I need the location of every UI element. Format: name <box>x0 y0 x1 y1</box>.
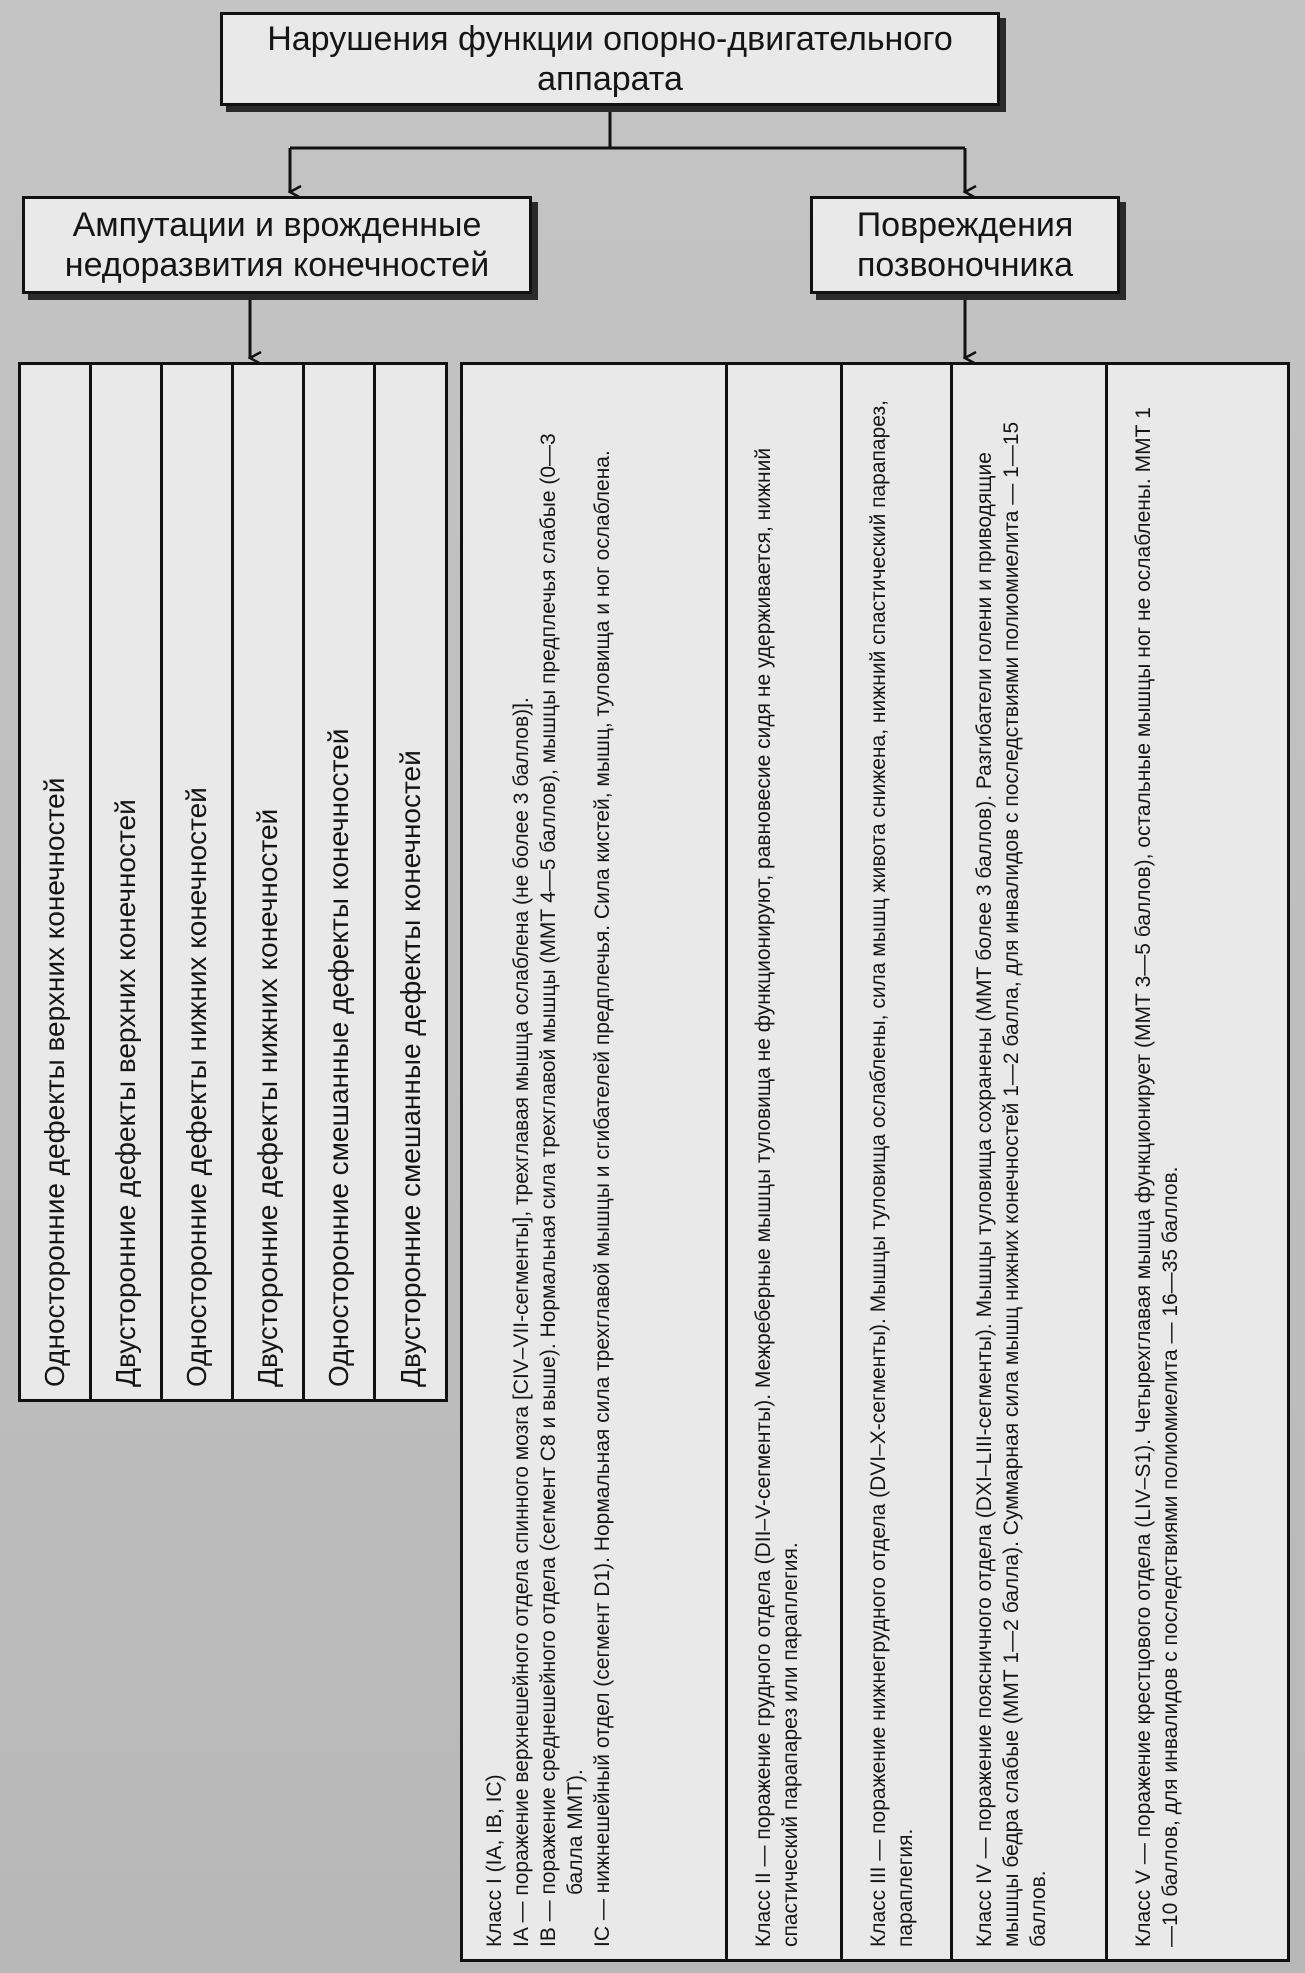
root-node <box>220 12 1000 106</box>
class-4-column <box>953 365 1108 1959</box>
class-2-column <box>728 365 843 1959</box>
defect-label: Односторонние дефекты нижних конечностей <box>181 787 212 1387</box>
defect-label: Двусторонние дефекты верхних конечностей <box>110 799 141 1387</box>
defect-column <box>21 365 92 1399</box>
defect-column <box>234 365 305 1399</box>
class-1-column <box>463 365 728 1959</box>
class-2-text: Класс II — поражение грудного отдела (DII–V-сегменты). Межреберные мышцы туловища не функционируют, равновесие сидя не удерживается, нижний спастический парапарез или параплегия. <box>752 447 802 1947</box>
class-3-column <box>843 365 953 1959</box>
defect-column <box>92 365 163 1399</box>
amputations-title: Ампутации и врожденные недоразвития конечностей <box>64 206 490 284</box>
class-1-title: Класс I (IA, IB, IC) <box>483 1774 506 1947</box>
amputations-node <box>22 196 532 294</box>
defect-label: Двусторонние смешанные дефекты конечностей <box>394 750 426 1387</box>
class-1-text <box>481 387 616 1947</box>
root-title: Нарушения функции опорно-двигательного аппарата <box>267 20 953 98</box>
class-5-column <box>1108 365 1287 1959</box>
class-5-text: Класс V — поражение крестцового отдела (LIV–S1). Четырехглавая мышца функционирует (ММТ 3—5 баллов), остальные мышцы ног не ослаблены. ММТ 1—10 баллов, для инвалидов с последствиями полиомиелита — 16—35 баллов. <box>1132 407 1182 1947</box>
defect-column <box>305 365 376 1399</box>
class-3-text: Класс III — поражение нижнегрудного отдела (DVI–X-сегменты). Мышцы туловища ослаблены, сила мышц живота снижена, нижний спастический парапарез, параплегия. <box>867 400 917 1947</box>
defects-table <box>18 362 448 1402</box>
class-4-text: Класс IV — поражение поясничного отдела (DXI–LIII-сегменты). Мышцы туловища сохранены (ММТ более 3 баллов). Разгибатели голени и приводящие мышцы бедра слабые (ММТ 1—2 балла). Суммарная сила мышц нижних конечностей 1—2 балла, для инвалидов с последствиями полиомиелита — 1—15 баллов. <box>973 421 1050 1947</box>
defect-label: Односторонние смешанные дефекты конечностей <box>323 728 354 1387</box>
defect-label: Односторонние дефекты верхних конечностей <box>39 777 70 1387</box>
spine-classes-table <box>460 362 1290 1962</box>
defect-column <box>163 365 234 1399</box>
class-1c-text: IC — нижнешейный отдел (сегмент D1). Нормальная сила трехглавой мышцы и сгибателей предплечья. Сила кистей, мышц, туловища и ног ослаблена. <box>591 450 614 1947</box>
defect-label: Двусторонние дефекты нижних конечностей <box>252 808 283 1387</box>
defect-column <box>376 365 445 1399</box>
spine-title: Повреждения позвоночника <box>856 206 1074 284</box>
spine-node <box>810 196 1120 294</box>
class-1b-text: IB — поражение среднешейного отдела (сегмент C8 и выше). Нормальная сила трехглавой мышцы (ММТ 4—5 баллов), мышцы предплечья слабые (0—3 балла ММТ). <box>537 433 587 1947</box>
class-1a-text: IA — поражение верхнешейного отдела спинного мозга [CIV–VII-сегменты], трехглавая мышца ослаблена (не более 3 баллов)]. <box>510 697 533 1947</box>
